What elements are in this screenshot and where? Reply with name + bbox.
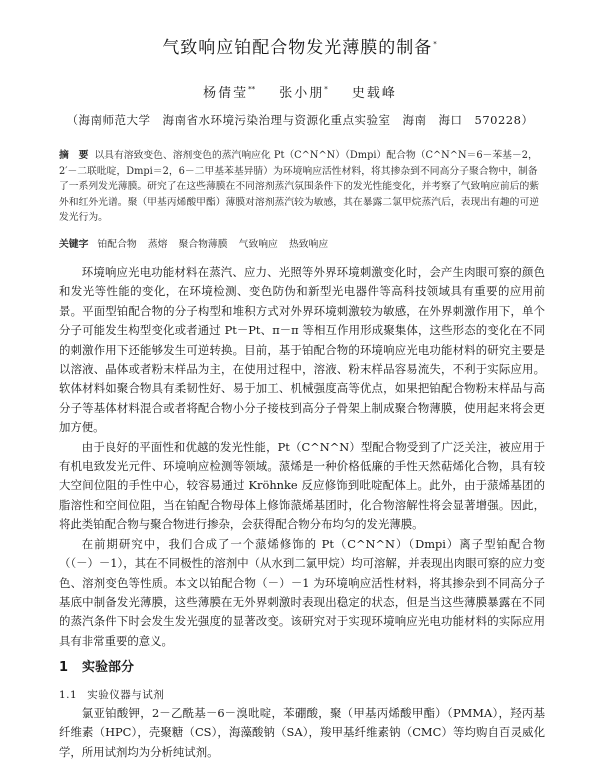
abstract-text: 以具有溶致变色、溶剂变色的蒸汽响应化 Pt（C^N^N）（Dmpi）配合物（C^N^N＝6－苯基－2，2′－二联吡啶，Dmpi＝2，6－二甲基苯基异腈）为环境响应活性材料，将其掺杂到不同高分子聚合物中，制备了一系列发光薄膜。研究了在这些薄膜在不同溶剂蒸汽氛围条件下的发光性能变化，并考察了气致响应前后的紫外和红外光谱。聚（甲基丙烯酸甲酯）薄膜对溶剂蒸汽较为敏感，其在暴露二氯甲烷蒸汽后，表现出有趣的可逆发光行为。: [59, 150, 540, 224]
keywords: [59, 237, 545, 252]
author-list: [0, 82, 600, 101]
body-paragraph: 环境响应光电功能材料在蒸汽、应力、光照等外界环境刺激变化时，会产生肉眼可察的颜色和发光等性能的变化，在环境检测、变色防伪和新型光电器件等高科技领域具有重要的应用前景。平面型铂配合物的分子构型和堆积方式对外界环境刺激较为敏感，在外界刺激作用下，单个分子可能发生构型变化或者通过 Pt－Pt、π－π 等相互作用形成聚集体，这些形态的变化在不同的刺激作用下还能够发生可逆转换。目前，基于铂配合物的环境响应光电功能材料的研究主要是以溶液、晶体或者粉末样品为主，在使用过程中，溶液、粉末样品容易流失，不利于实际应用。软体材料如聚合物具有柔韧性好、易于加工、机械强度高等优点，如果把铂配合物粉末样品与高分子等基体材料混合或者将配合物小分子接枝到高分子骨架上制成聚合物薄膜，使用起来将会更加方便。: [59, 265, 545, 435]
keyword: 气致响应: [238, 239, 278, 250]
keyword: 铂配合物: [97, 239, 137, 250]
title-text: 气致响应铂配合物发光薄膜的制备: [162, 38, 433, 58]
affiliation: （海南师范大学 海南省水环境污染治理与资源化重点实验室 海南 海口 570228）: [66, 113, 534, 127]
title-footnote-mark: *: [433, 40, 438, 49]
keywords-label: 关键字: [59, 239, 89, 250]
section-title: 实验部分: [82, 660, 135, 675]
introduction: [59, 263, 545, 651]
subsection-number: 1.1: [59, 689, 78, 701]
author: 张小朋*: [279, 85, 328, 101]
author: 史载峰: [351, 86, 397, 101]
section-number: 1: [59, 660, 69, 675]
keyword: 聚合物薄膜: [178, 239, 228, 250]
abstract: [59, 148, 545, 226]
author-mark: **: [248, 85, 256, 94]
paper-title: [0, 33, 600, 58]
author-mark: *: [324, 85, 328, 94]
body-paragraph: 由于良好的平面性和优越的发光性能，Pt（C^N^N）型配合物受到了广泛关注，被应用于有机电致发光元件、环境响应检测等领域。蒎烯是一种价格低廉的手性天然萜烯化合物，具有较大空间位阻的手性中心，较容易通过 Kröhnke 反应修饰到吡啶配体上。此外，由于蒎烯基团的脂溶性和空间位阻，当在铂配合物母体上修饰蒎烯基团时，化合物溶解性将会显著增强。因此，将此类铂配合物与聚合物进行掺杂，会获得配合物分布均匀的发光薄膜。: [59, 439, 545, 532]
keyword: 蒸熔: [147, 239, 168, 250]
body-paragraph: 氯亚铂酸钾，2－乙酰基－6－溴吡啶，苯硼酸，聚（甲基丙烯酸甲酯）（PMMA），羟丙基纤维素（HPC），壳聚糖（CS），海藻酸钠（SA），羧甲基纤维素钠（CMC）等均购自百灵威化学，所用试剂均为分析纯试剂。: [59, 706, 545, 759]
subsection-title: 实验仪器与试剂: [87, 689, 165, 701]
abstract-label: 摘 要: [59, 150, 89, 161]
author: 杨倩莹**: [203, 85, 256, 101]
subsection-heading: [59, 687, 164, 702]
materials-section: [59, 704, 545, 762]
keyword: 热致响应: [288, 239, 329, 250]
body-paragraph: 在前期研究中，我们合成了一个蒎烯修饰的 Pt（C^N^N）（Dmpi）离子型铂配合物（（－）－1），其在不同极性的溶剂中（从水到二氯甲烷）均可溶解，并表现出肉眼可察的应力变色、溶剂变色等性质。本文以铂配合物（－）－1 为环境响应活性材料，将其掺杂到不同高分子基底中制备发光薄膜，这些薄膜在无外界刺激时表现出稳定的状态，但是当这些薄膜暴露在不同的蒸汽条件下时会发生发光强度的显著改变。该研究对于实现环境响应光电功能材料的实际应用具有非常重要的意义。: [59, 536, 545, 648]
section-heading: [59, 656, 134, 675]
